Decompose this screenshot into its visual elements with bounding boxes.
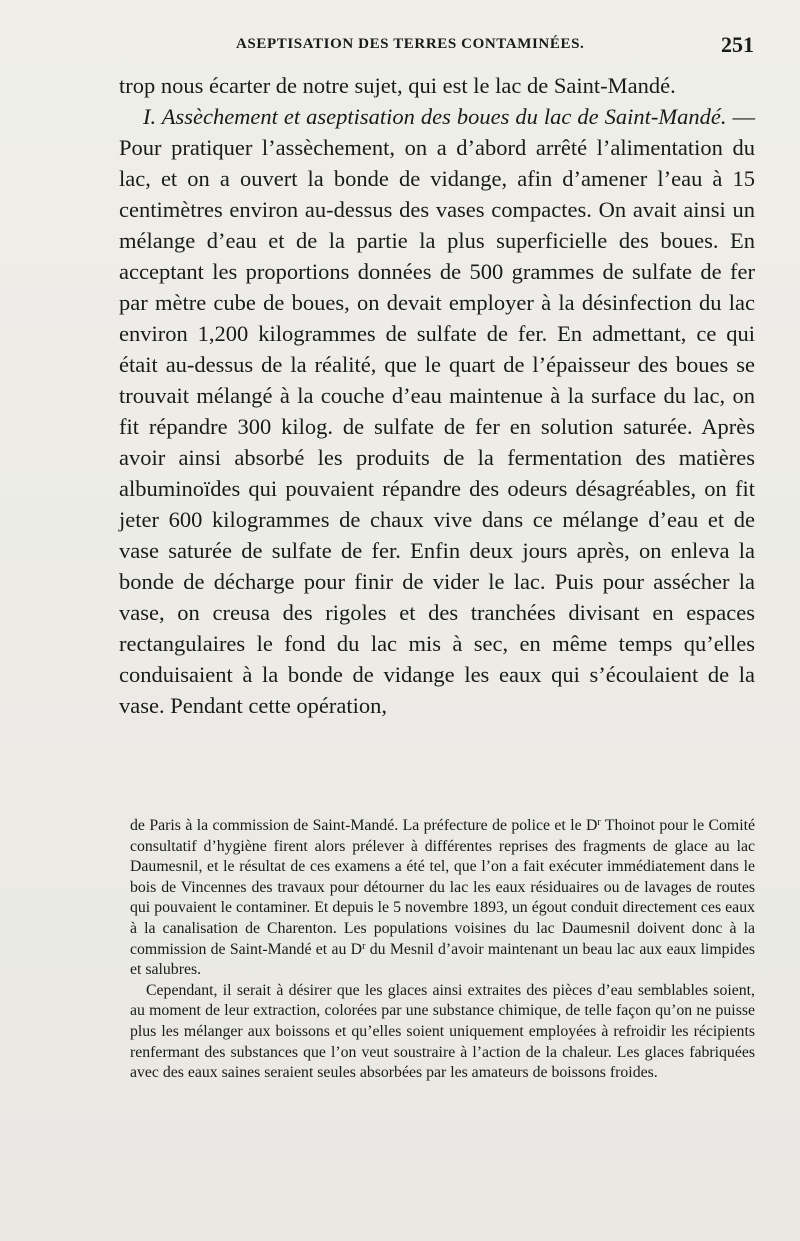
footnotes	[130, 816, 755, 1084]
footnote-continuation	[130, 816, 755, 981]
section-paragraph	[119, 101, 755, 721]
section-text: — Pour pratiquer l’assèchement, on a d’abord arrêté l’alimentation du lac, et on a ouvert la bonde de vidange, afin d’amener l’eau à 15 centimètres environ au-dessus des vases compactes. On avait ainsi un mélange d’eau et de la partie la plus superficielle des boues. En acceptant les proportions données de 500 grammes de sulfate de fer par mètre cube de boues, on devait employer à la désinfection du lac environ 1,200 kilogrammes de sulfate de fer. En admettant, ce qui était au-dessus de la réalité, que le quart de l’épaisseur des boues se trouvait mélangé à la couche d’eau maintenue à la surface du lac, on fit répandre 300 kilog. de sulfate de fer en solution saturée. Après avoir ainsi absorbé les produits de la fermentation des matières albuminoïdes qui pouvaient répandre des odeurs désagréables, on fit jeter 600 kilogrammes de chaux vive dans ce mélange d’eau et de vase saturée de sulfate de fer. Enfin deux jours après, on enleva la bonde de décharge pour finir de vider le lac. Puis pour assécher la vase, on creusa des rigoles et des tranchées divisant en espaces rectangulaires le fond du lac mis à sec, en même temps qu’elles conduisaient à la bonde de vidange les eaux qui s’écoulaient de la vase. Pendant cette opération,	[119, 104, 756, 718]
superscript-r: r	[597, 817, 601, 828]
paragraph-continuation: trop nous écarter de notre sujet, qui est le lac de Saint-Mandé.	[119, 73, 676, 98]
page-number: 251	[721, 32, 754, 57]
footnote-text-middle: Thoinot pour le Comité consultatif d’hygiène firent alors prélever à différentes reprises des fragments de glace au lac Daumesnil, et le résultat de ces examens a été tel, que l’on a fait exécuter immédiatement dans le bois de Vincennes des travaux pour détourner du lac les eaux résiduaires ou de lavages de routes qui pouvaient le contaminer. Et depuis le 5 novembre 1893, un égout conduit directement ces eaux à la canalisation de Charenton. Les populations voisines du lac Daumesnil doivent donc à la commission de Saint-Mandé et au D	[130, 817, 755, 958]
main-text	[119, 70, 755, 721]
section-title: I. Assèchement et aseptisation des boues du lac de Saint-Mandé.	[143, 104, 727, 129]
superscript-r-2: r	[362, 940, 366, 952]
footnote-text-end: du Mesnil d’avoir maintenant un beau lac aux eaux limpides et salubres.	[130, 940, 755, 979]
page-header	[236, 30, 754, 60]
footnote-paragraph: Cependant, il serait à désirer que les glaces ainsi extraites des pièces d’eau semblables soient, au moment de leur extraction, colorées par une substance chimique, de telle façon qu’on ne puisse plus les mélanger aux boissons et qu’elles soient uniquement employées à refroidir les récipients renfermant des substances que l’on veut soustraire à l’action de la chaleur. Les glaces fabriquées avec des eaux saines seraient seules absorbées par les amateurs de boissons froides.	[130, 981, 755, 1082]
footnote-text-start: de Paris à la commission de Saint-Mandé. La préfecture de police et le D	[130, 817, 598, 834]
running-title: ASEPTISATION DES TERRES CONTAMINÉES.	[236, 36, 585, 52]
